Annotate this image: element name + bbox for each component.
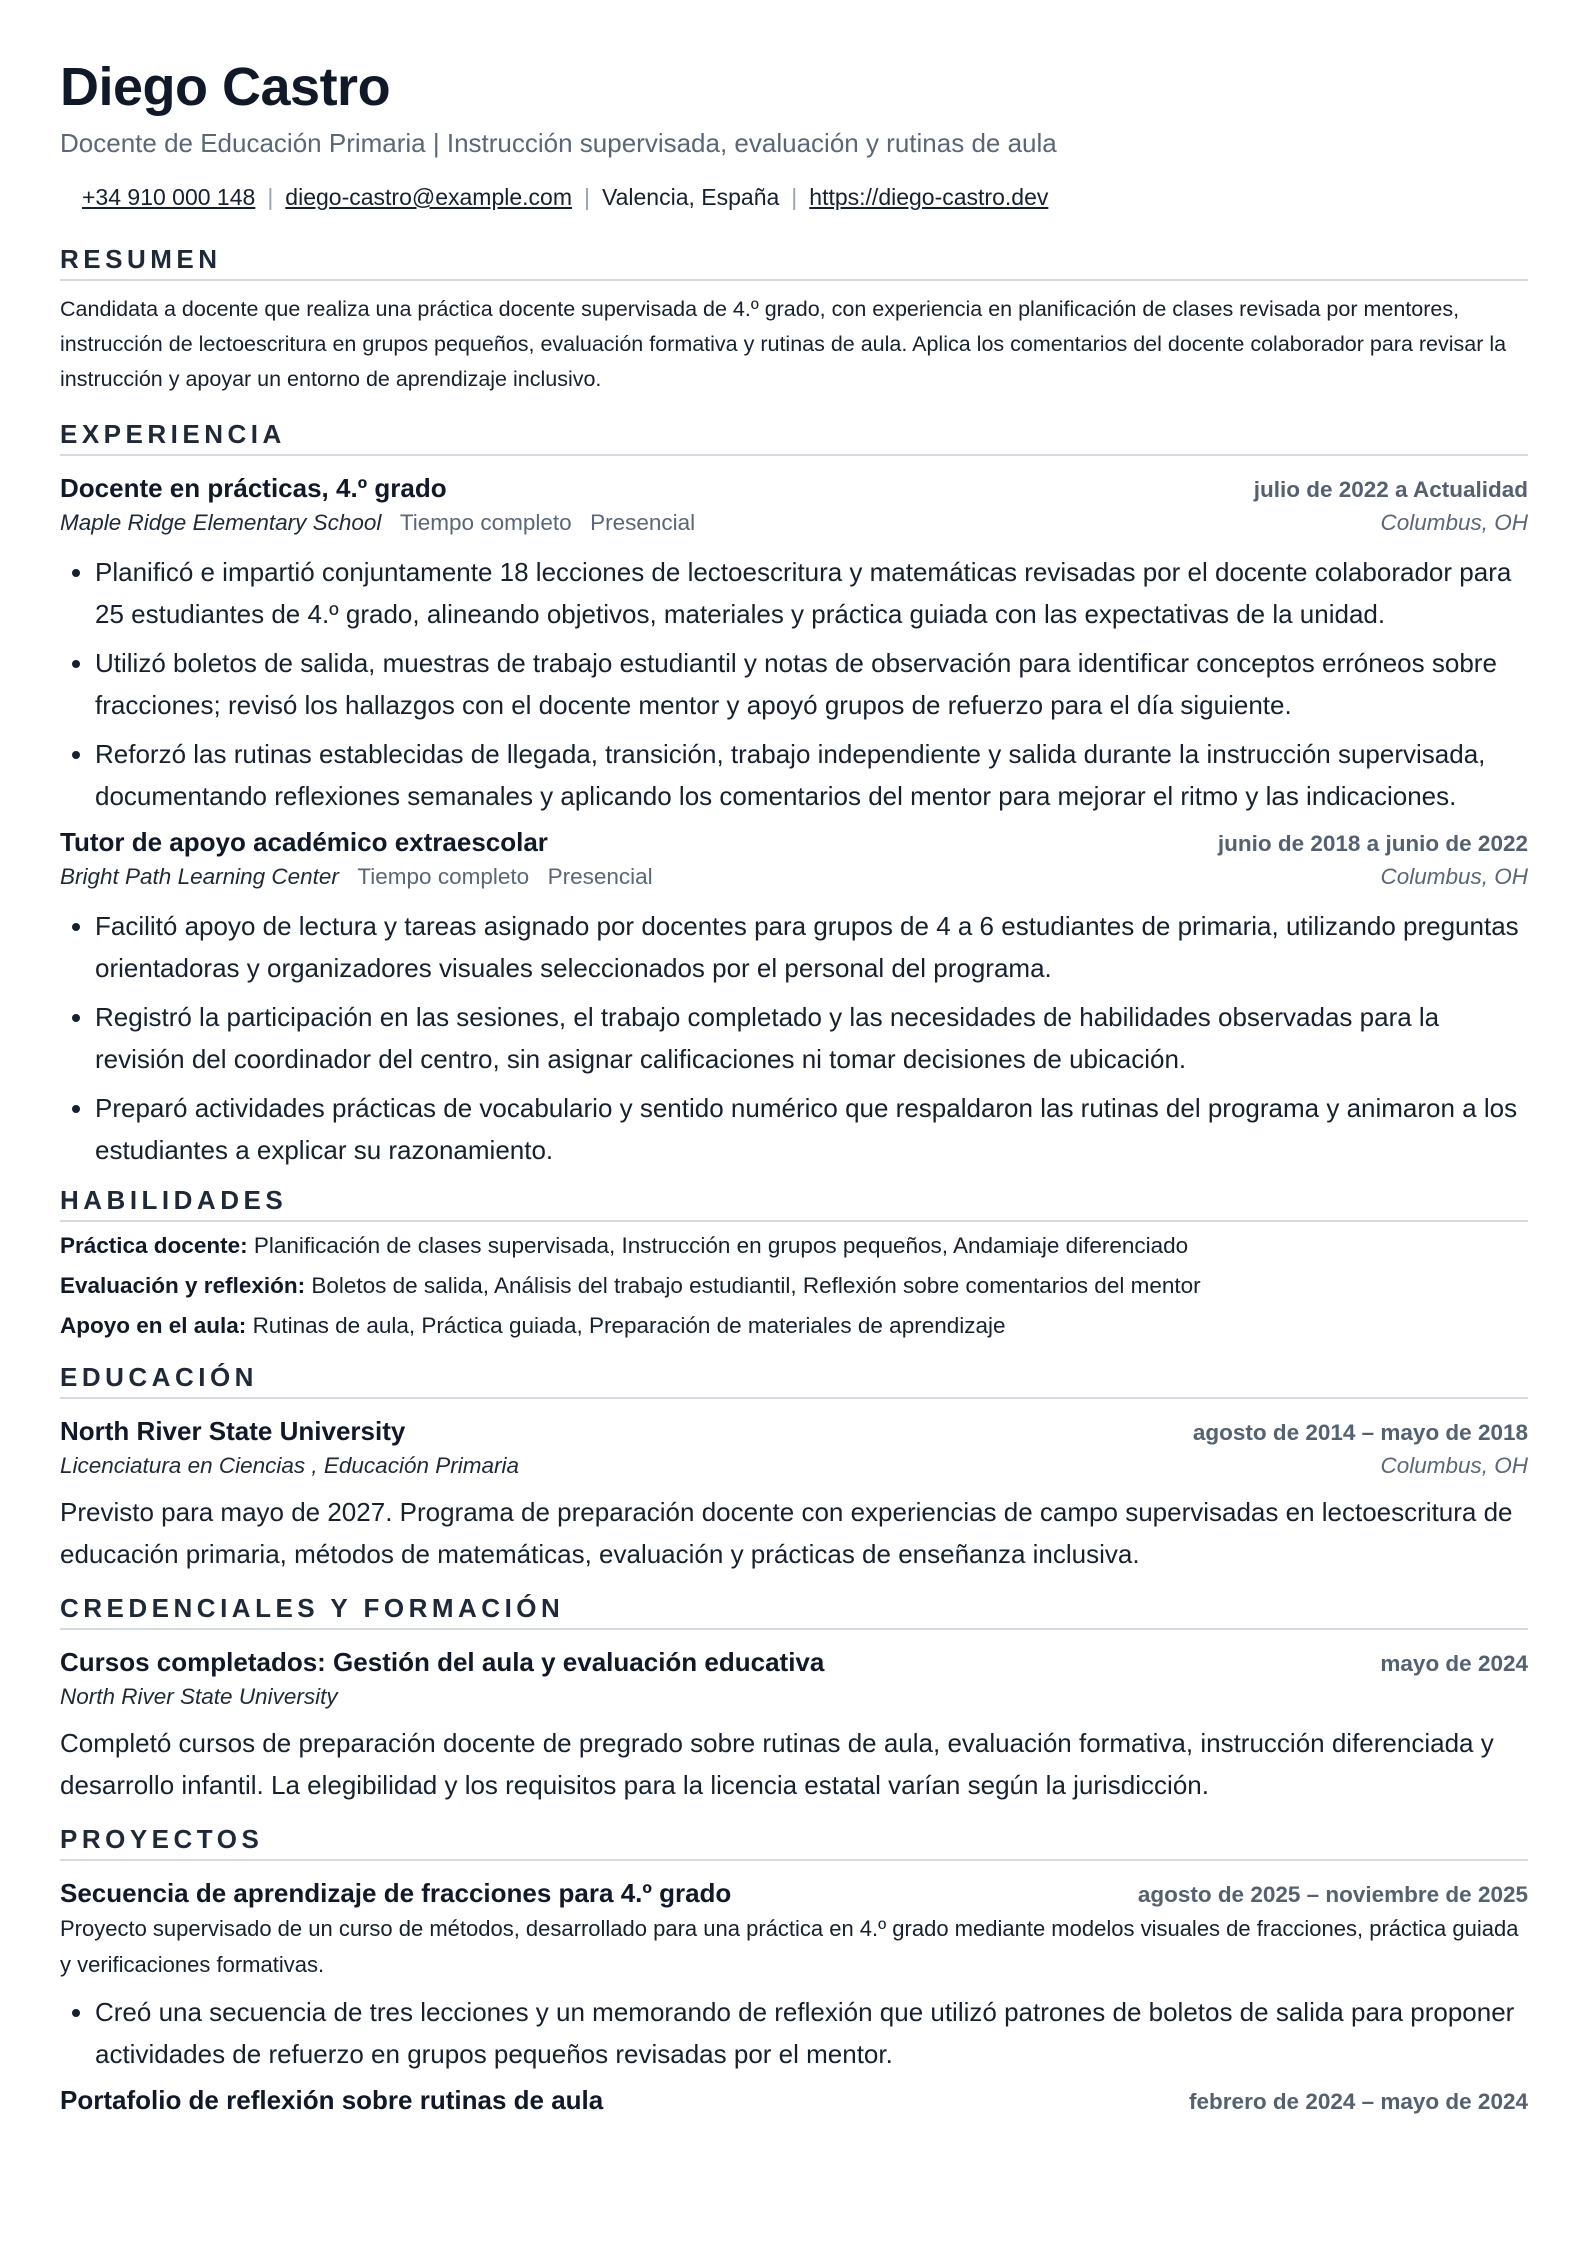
- education-section: [60, 1360, 1528, 1575]
- job-dates: julio de 2022 a Actualidad: [1253, 477, 1528, 502]
- skill-category: Práctica docente:: [60, 1233, 248, 1258]
- section-title: HABILIDADES: [60, 1183, 1528, 1222]
- credential-name: Cursos completados: Gestión del aula y evaluación educativa: [60, 1647, 825, 1677]
- list-item: • Reforzó las rutinas establecidas de llegada, transición, trabajo independiente y salida durante la instrucción supervisada, documentando reflexiones semanales y aplicando los comentarios del mentor para mejorar el ritmo y las indicaciones.: [95, 733, 1528, 817]
- project-entry: [60, 1875, 1528, 2075]
- degree: Licenciatura en Ciencias , Educación Primaria: [60, 1453, 519, 1478]
- job-title: Tutor de apoyo académico extraescolar: [60, 827, 548, 857]
- skill-list: Planificación de clases supervisada, Instrucción en grupos pequeños, Andamiaje diferenciado: [253, 1233, 1189, 1258]
- bullet-list: [60, 551, 1528, 817]
- skill-row: [60, 1266, 1528, 1306]
- separator: |: [791, 184, 798, 210]
- skill-list: Boletos de salida, Análisis del trabajo estudiantil, Reflexión sobre comentarios del mentor: [311, 1273, 1201, 1298]
- credential-date: mayo de 2024: [1380, 1651, 1528, 1676]
- section-title: EDUCACIÓN: [60, 1360, 1528, 1399]
- school-location: Columbus, OH: [1380, 1453, 1528, 1478]
- skills-section: [60, 1183, 1528, 1346]
- project-name: Secuencia de aprendizaje de fracciones para 4.º grado: [60, 1878, 732, 1908]
- project-name: Portafolio de reflexión sobre rutinas de aula: [60, 2085, 604, 2115]
- email-link[interactable]: diego-castro@example.com: [285, 184, 572, 210]
- headline: Docente de Educación Primaria | Instrucción supervisada, evaluación y rutinas de aula: [60, 128, 1057, 158]
- section-title: EXPERIENCIA: [60, 417, 1528, 456]
- website-link[interactable]: https://diego-castro.dev: [809, 184, 1049, 210]
- list-item: • Utilizó boletos de salida, muestras de trabajo estudiantil y notas de observación para identificar conceptos erróneos sobre fracciones; revisó los hallazgos con el docente mentor y apoyó grupos de refuerzo para el día siguiente.: [95, 642, 1528, 726]
- bullet-list: [60, 905, 1528, 1171]
- credential-description: Completó cursos de preparación docente de pregrado sobre rutinas de aula, evaluación formativa, instrucción diferenciada y desarrollo infantil. La elegibilidad y los requisitos para la licencia estatal varían según la jurisdicción.: [60, 1728, 1494, 1800]
- job-dates: junio de 2018 a junio de 2022: [1217, 831, 1528, 856]
- employment-type: Tiempo completo: [357, 864, 530, 889]
- experience-section: [60, 417, 1528, 1171]
- employer: Maple Ridge Elementary School: [60, 510, 382, 535]
- list-item: • Creó una secuencia de tres lecciones y un memorando de reflexión que utilizó patrones de boletos de salida para proponer actividades de refuerzo en grupos pequeños revisadas por el mentor.: [95, 1991, 1528, 2075]
- project-dates: agosto de 2025 – noviembre de 2025: [1137, 1882, 1528, 1907]
- work-mode: Presencial: [590, 510, 696, 535]
- education-entry: [60, 1413, 1528, 1575]
- summary-text: Candidata a docente que realiza una práctica docente supervisada de 4.º grado, con experiencia en planificación de clases revisada por mentores, instrucción de lectoescritura en grupos pequeños, evaluación formativa y rutinas de aula. Aplica los comentarios del docente colaborador para revisar la instrucción y apoyar un entorno de aprendizaje inclusivo.: [60, 297, 1507, 391]
- contact-bar: [60, 182, 1528, 212]
- list-item: • Preparó actividades prácticas de vocabulario y sentido numérico que respaldaron las rutinas del programa y animaron a los estudiantes a explicar su razonamiento.: [95, 1087, 1528, 1171]
- skill-list: Rutinas de aula, Práctica guiada, Preparación de materiales de aprendizaje: [252, 1313, 1006, 1338]
- skill-row: [60, 1306, 1528, 1346]
- employer: Bright Path Learning Center: [60, 864, 339, 889]
- bullet-list: [60, 1991, 1528, 2075]
- credentials-section: [60, 1591, 1528, 1806]
- education-dates: agosto de 2014 – mayo de 2018: [1192, 1420, 1528, 1445]
- skill-row: [60, 1226, 1528, 1266]
- projects-section: [60, 1822, 1528, 2118]
- phone-link[interactable]: +34 910 000 148: [82, 184, 256, 210]
- list-item: • Facilitó apoyo de lectura y tareas asignado por docentes para grupos de 4 a 6 estudiantes de primaria, utilizando preguntas orientadoras y organizadores visuales seleccionados por el personal del programa.: [95, 905, 1528, 989]
- separator: |: [584, 184, 590, 210]
- job-location: Columbus, OH: [1380, 864, 1528, 889]
- project-entry: [60, 2082, 1528, 2118]
- job-title: Docente en prácticas, 4.º grado: [60, 473, 447, 503]
- skill-category: Evaluación y reflexión:: [60, 1273, 306, 1298]
- separator: |: [267, 184, 274, 210]
- credential-entry: [60, 1644, 1528, 1806]
- project-dates: febrero de 2024 – mayo de 2024: [1189, 2089, 1528, 2114]
- section-title: CREDENCIALES Y FORMACIÓN: [60, 1591, 1528, 1630]
- location-text: Valencia, España: [601, 184, 780, 210]
- experience-entry: [60, 824, 1528, 1171]
- summary-section: [60, 242, 1528, 397]
- candidate-name: Diego Castro: [60, 57, 391, 117]
- list-item: • Registró la participación en las sesiones, el trabajo completado y las necesidades de habilidades observadas para la revisión del coordinador del centro, sin asignar calificaciones ni tomar decisiones de ubicación.: [95, 996, 1528, 1080]
- section-title: PROYECTOS: [60, 1822, 1528, 1861]
- education-description: Previsto para mayo de 2027. Programa de preparación docente con experiencias de campo supervisadas en lectoescritura de educación primaria, métodos de matemáticas, evaluación y prácticas de enseñanza inclusiva.: [60, 1497, 1513, 1569]
- work-mode: Presencial: [547, 864, 653, 889]
- skill-category: Apoyo en el aula:: [60, 1313, 247, 1338]
- job-location: Columbus, OH: [1380, 510, 1528, 535]
- credential-issuer: North River State University: [60, 1684, 338, 1709]
- list-item: • Planificó e impartió conjuntamente 18 lecciones de lectoescritura y matemáticas revisadas por el docente colaborador para 25 estudiantes de 4.º grado, alineando objetivos, materiales y práctica guiada con las expectativas de la unidad.: [95, 551, 1528, 635]
- school-name: North River State University: [60, 1416, 406, 1446]
- project-description: Proyecto supervisado de un curso de métodos, desarrollado para una práctica en 4.º grado mediante modelos visuales de fracciones, práctica guiada y verificaciones formativas.: [60, 1916, 1519, 1977]
- section-title: RESUMEN: [60, 242, 1528, 281]
- experience-entry: [60, 470, 1528, 817]
- employment-type: Tiempo completo: [399, 510, 572, 535]
